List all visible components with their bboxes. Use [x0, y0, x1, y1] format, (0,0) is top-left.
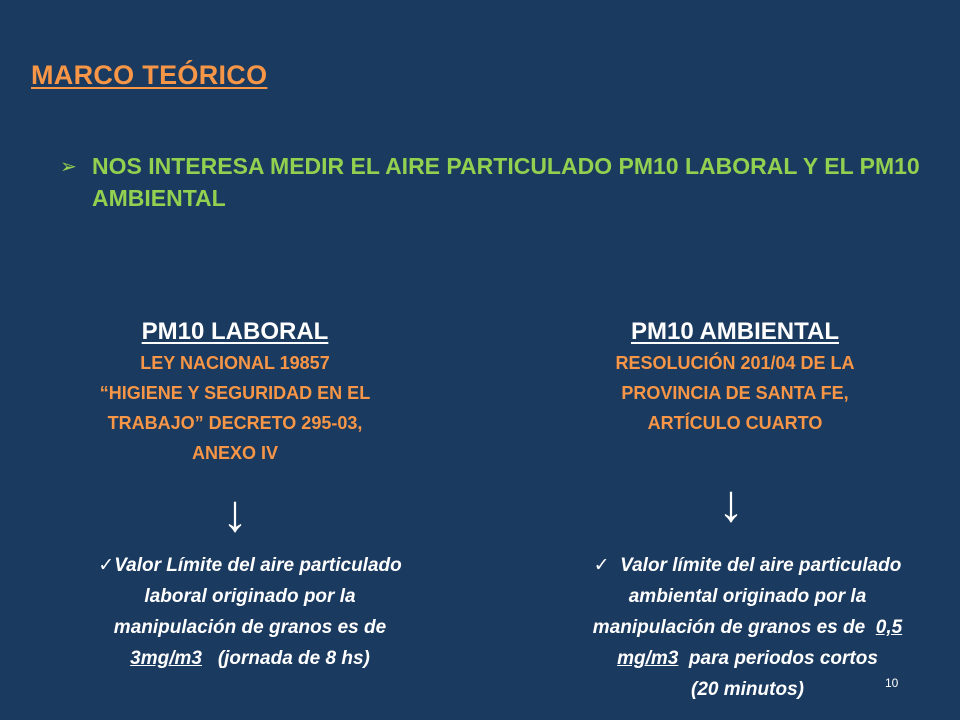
down-arrow-icon: ↓: [718, 475, 744, 533]
left-limit-value: 3mg/m3: [130, 648, 202, 669]
left-line-3: TRABAJO” DECRETO 295-03,: [107, 413, 363, 433]
left-line-4: ANEXO IV: [191, 443, 279, 463]
left-line-1: LEY NACIONAL 19857: [140, 353, 330, 373]
left-desc-line-1: Valor Límite del aire particulado: [114, 555, 402, 576]
pm10-ambiental-heading: PM10 AMBIENTAL: [630, 318, 839, 345]
right-desc-line-5: (20 minutos): [691, 679, 804, 700]
right-desc-line-3: manipulación de granos es de: [592, 617, 866, 638]
right-line-2: PROVINCIA DE SANTA FE,: [621, 383, 849, 403]
left-line-2: “HIGIENE Y SEGURIDAD EN EL: [99, 383, 371, 403]
bullet-point: [60, 150, 920, 214]
left-desc-line-3: manipulación de granos es de: [113, 617, 387, 638]
right-limit-value-b: mg/m3: [617, 648, 679, 669]
page-number: 10: [885, 676, 899, 690]
down-arrow-icon: ↓: [222, 485, 248, 543]
pm10-laboral-heading: PM10 LABORAL: [141, 318, 329, 345]
pm10-laboral-limit: [55, 550, 445, 674]
right-desc-line-1: Valor límite del aire particulado: [620, 555, 902, 576]
slide-title: MARCO TEÓRICO: [31, 60, 268, 90]
right-line-1: RESOLUCIÓN 201/04 DE LA: [615, 353, 855, 373]
left-limit-suffix: (jornada de 8 hs): [217, 648, 370, 669]
arrow-bullet-icon: ➢: [60, 156, 77, 178]
checkmark-icon: ✓: [593, 555, 610, 576]
right-line-3: ARTÍCULO CUARTO: [647, 413, 823, 433]
right-limit-value-a: 0,5: [875, 617, 903, 638]
bullet-text: NOS INTERESA MEDIR EL AIRE PARTICULADO PM10 LABORAL Y EL PM10 AMBIENTAL: [92, 153, 920, 211]
left-desc-line-2: laboral originado por la: [144, 586, 356, 607]
right-limit-suffix: para periodos cortos: [688, 648, 878, 669]
pm10-ambiental-column: [535, 316, 935, 438]
pm10-laboral-column: [55, 316, 415, 468]
checkmark-icon: ✓: [98, 555, 115, 576]
right-desc-line-2: ambiental originado por la: [628, 586, 867, 607]
